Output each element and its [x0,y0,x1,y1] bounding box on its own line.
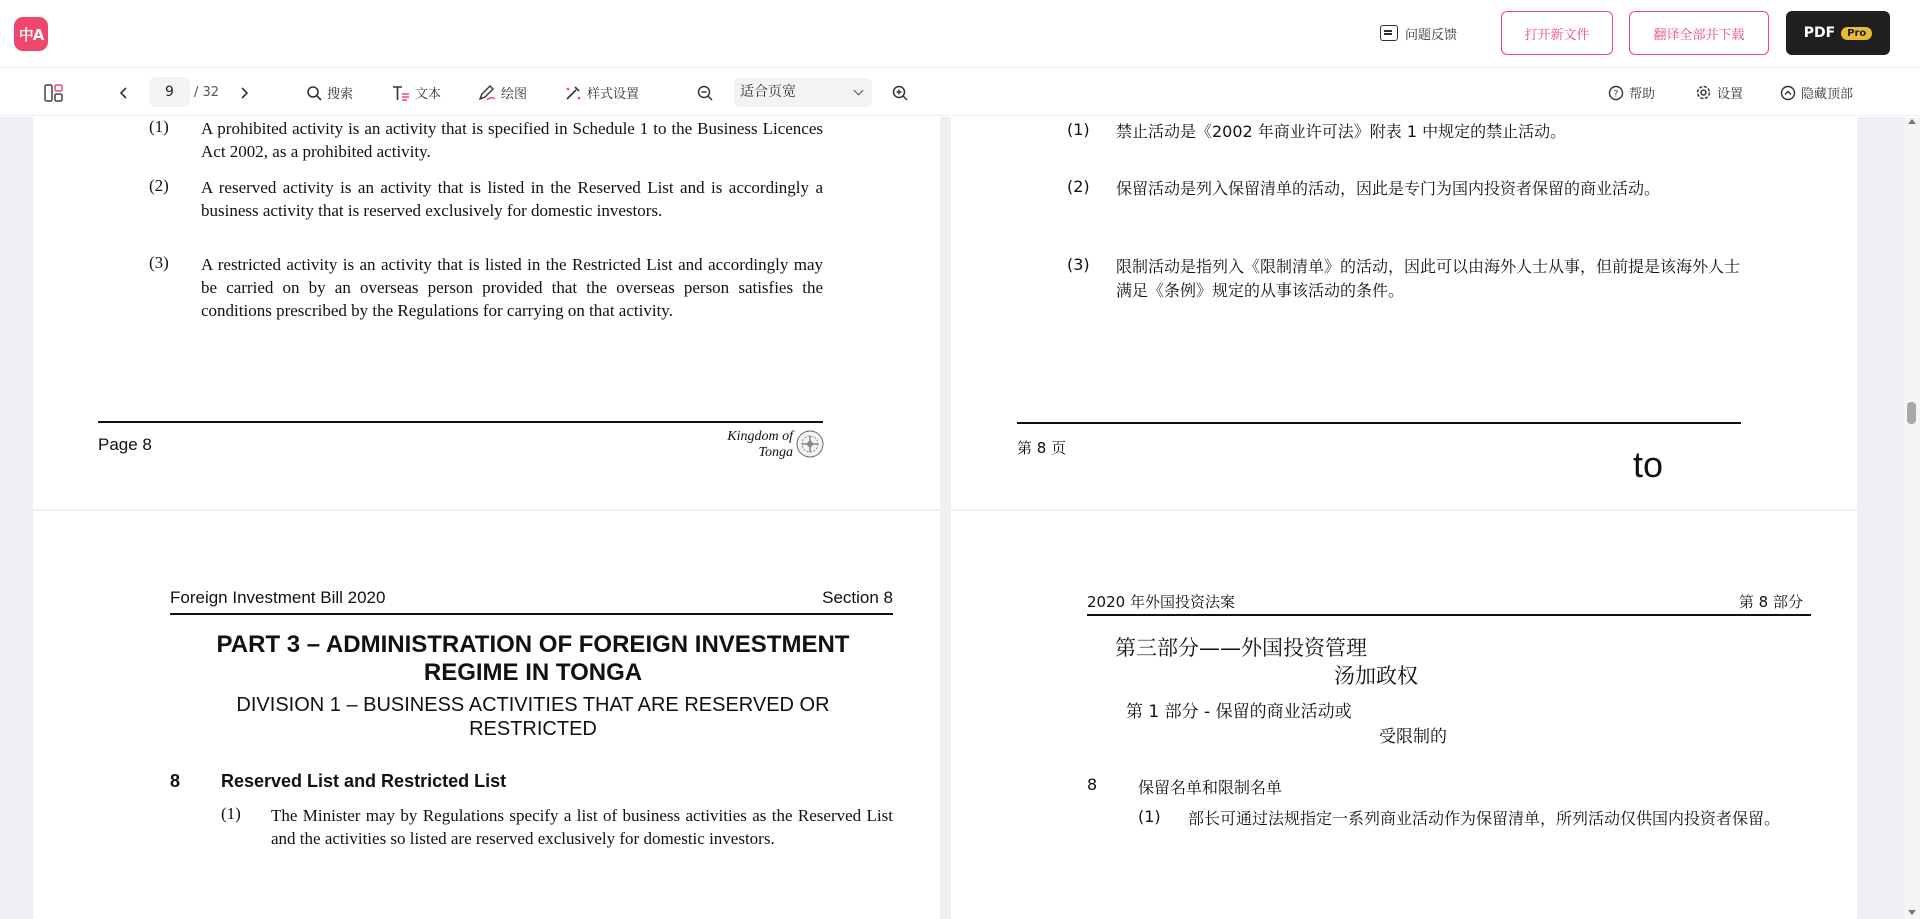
viewer-toolbar [0,69,1920,116]
zoom-in-icon [892,85,908,101]
item-number: (1) [221,804,241,823]
settings-label: 设置 [1717,87,1744,102]
pdf-label: PDF [1803,25,1836,41]
hide-top-label: 隐藏顶部 [1801,87,1854,102]
style-brush-icon [564,85,582,101]
app-logo[interactable] [14,17,48,51]
svg-text:?: ? [1613,89,1619,99]
zoom-in-button[interactable] [892,69,908,116]
crest-line-2: Tonga [758,445,793,460]
item-number: (3) [149,253,169,272]
paragraph-text: 限制活动是指列入《限制清单》的活动，因此可以由海外人士从事，但前提是该海外人士满足《条例》规定的从事该活动的条件。 [1116,257,1741,300]
item-number: (3) [1067,255,1090,274]
part-title-line-2: 汤加政权 [1334,664,1418,688]
item-number: (2) [149,176,169,195]
feedback-icon [1380,25,1398,41]
draw-tool-label: 绘图 [501,87,528,102]
scroll-up-arrow-icon[interactable] [1908,119,1916,124]
paragraph-text: 禁止活动是《2002 年商业许可法》附表 1 中规定的禁止活动。 [1116,122,1567,141]
section-title: 保留名单和限制名单 [1138,778,1283,797]
zoom-out-icon [697,85,713,101]
draw-tool-button[interactable] [478,69,527,116]
zoom-value: 适合页宽 [740,84,796,100]
open-new-file-label: 打开新文件 [1524,27,1590,43]
total-pages-label: / 32 [194,85,220,100]
search-label: 搜索 [327,87,354,102]
chevron-left-icon [118,86,130,100]
style-settings-button[interactable] [564,69,639,116]
item-number: (1) [1067,120,1090,139]
division-title-line-2: 受限制的 [1379,727,1447,747]
prev-page-button[interactable] [118,69,130,116]
settings-button[interactable] [1695,69,1743,116]
header-rule [170,613,893,615]
document-viewer[interactable] [0,117,1920,919]
paragraph-text: 部长可通过法规指定一系列商业活动作为保留清单，所列活动仅供国内投资者保留。 [1188,809,1781,828]
paragraph-text: A reserved activity is an activity that is listed in the Reserved List and is accordingly a business activity that is reserved exclusively for domestic investors. [201,178,823,220]
text-tool-button[interactable] [392,69,441,116]
feedback-button[interactable] [1380,22,1457,44]
paragraph-text: 保留活动是列入保留清单的活动，因此是专门为国内投资者保留的商业活动。 [1116,179,1661,198]
pro-badge: Pro [1841,27,1872,40]
division-title: DIVISION 1 – BUSINESS ACTIVITIES THAT ARE RESERVED OR RESTRICTED [236,694,830,740]
help-label: 帮助 [1629,87,1656,102]
translate-all-download-button[interactable] [1629,11,1769,55]
scroll-down-arrow-icon[interactable] [1908,910,1916,915]
paragraph-text: A prohibited activity is an activity that is specified in Schedule 1 to the Business Licences Act 2002, as a prohibited activity. [201,119,823,161]
crest-caption [713,429,793,461]
part-title-line-1: 第三部分——外国投资管理 [1115,636,1367,660]
translate-all-download-label: 翻译全部并下载 [1653,27,1745,43]
section-number: 8 [170,771,181,791]
division-title-line-1: 第 1 部分 - 保留的商业活动或 [1126,702,1352,722]
zoom-out-button[interactable] [697,69,713,116]
tonga-crest-icon [795,429,825,459]
running-header-right: Section 8 [822,588,893,607]
logo-text: 中A [18,25,44,44]
toggle-sidebar-button[interactable] [44,69,64,116]
item-number: (1) [1138,807,1161,826]
page-8-original [33,117,940,509]
chevron-right-icon [238,86,250,100]
chevron-up-circle-icon [1780,85,1796,101]
running-header-left: Foreign Investment Bill 2020 [170,588,386,607]
pdf-pro-button[interactable] [1786,11,1890,55]
part-title: PART 3 – ADMINISTRATION OF FOREIGN INVESTMENT REGIME IN TONGA [216,631,850,686]
pen-icon [478,85,496,101]
header-rule [1087,614,1811,616]
section-number: 8 [1087,775,1098,794]
style-settings-label: 样式设置 [587,87,640,102]
open-new-file-button[interactable] [1501,11,1613,55]
page-footer-number: Page 8 [98,435,152,454]
item-number: (1) [149,117,169,136]
page-9-original [33,511,940,919]
help-button[interactable] [1608,69,1655,116]
item-number: (2) [1067,177,1090,196]
zoom-select[interactable] [734,78,872,107]
search-button[interactable] [306,69,353,116]
top-header [0,0,1920,68]
scroll-thumb[interactable] [1907,402,1916,424]
running-header-right: 第 8 部分 [1738,593,1803,611]
search-icon [306,85,322,101]
text-tool-icon [392,85,410,101]
stray-text: to [1633,444,1664,485]
vertical-scrollbar[interactable] [1903,117,1920,919]
help-icon [1608,85,1624,101]
page-9-translated [951,511,1857,919]
footer-rule [98,421,823,423]
text-tool-label: 文本 [415,87,442,102]
page-8-translated [951,117,1857,509]
layout-panel-icon [44,84,64,102]
paragraph-text: A restricted activity is an activity that is listed in the Restricted List and accordingly may be carried on by an overseas person provided that the overseas person satisfies the conditions prescribed by the Regulations for carrying on that activity. [201,255,823,320]
paragraph-text: The Minister may by Regulations specify a list of business activities as the Reserved List and the activities so listed are reserved exclusively for domestic investors. [271,806,893,848]
chevron-down-icon [854,86,864,96]
next-page-button[interactable] [238,69,250,116]
section-title: Reserved List and Restricted List [221,771,507,791]
page-number-input[interactable] [149,77,190,107]
feedback-label: 问题反馈 [1405,27,1458,43]
footer-rule [1017,422,1741,424]
crest-line-1: Kingdom of [727,429,793,444]
gear-icon [1695,84,1712,101]
hide-top-button[interactable] [1780,69,1853,116]
running-header-left: 2020 年外国投资法案 [1087,593,1235,611]
page-footer-number: 第 8 页 [1017,439,1067,457]
